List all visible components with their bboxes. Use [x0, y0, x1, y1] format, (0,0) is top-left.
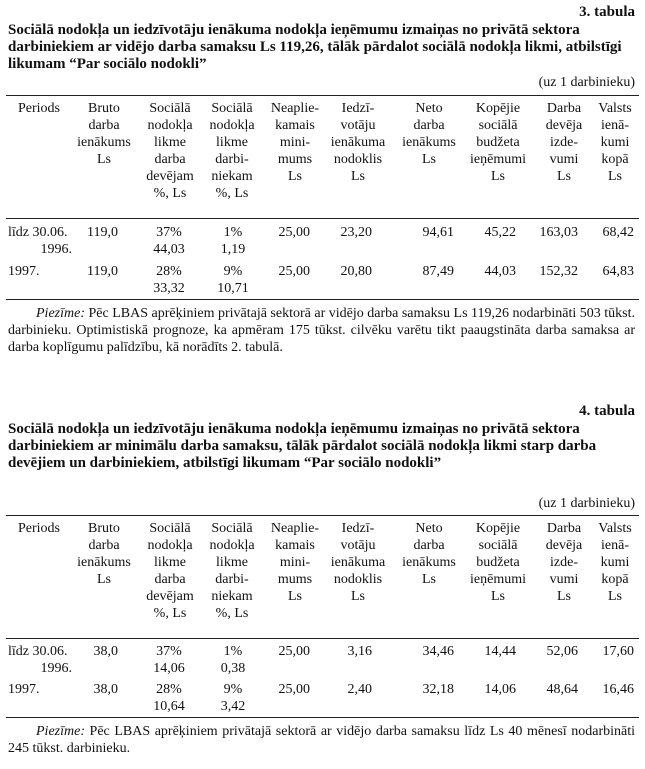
untaxed-minimum: 25,00: [278, 264, 310, 279]
table3-header-state-income: Valsts ienā- kumi kopā Ls: [598, 101, 632, 184]
period-year: 1996.: [40, 661, 72, 676]
table3-bottom-rule: [6, 299, 639, 300]
employer-amount: 33,32: [153, 281, 185, 296]
untaxed-minimum: 25,00: [278, 225, 310, 240]
table4-bottom-rule: [6, 717, 639, 718]
table3-header-employer-costs: Darba devēja izde- vumi Ls: [545, 101, 583, 184]
table3-number: 3. tabula: [579, 4, 635, 20]
table4-title: Sociālā nodokļa un iedzīvotāju ienākuma nodokļa ieņēmumu izmaiņas no privātā sektora darbiniekiem ar minimālu darba samaksu, tālāk pārdalot sociālā nodokļa likmi starp darba devējiem un darbiniekiem, atbilstīgi likumam “Par sociālo nodokli”: [8, 421, 597, 471]
gross-income: 119,0: [87, 225, 118, 240]
state-income: 64,83: [602, 264, 634, 279]
table4-number: 4. tabula: [579, 403, 635, 419]
period: 1997.: [8, 264, 40, 279]
period: līdz 30.06.: [8, 225, 68, 240]
table4-header-social-budget: Kopējie sociālā budžeta ieņēmumi Ls: [470, 521, 526, 604]
employer-amount: 14,06: [153, 661, 185, 676]
table3-header-untaxed-min: Neaplie- kamais mini- mums Ls: [270, 101, 320, 184]
employer-costs: 152,32: [539, 264, 578, 279]
period: līdz 30.06.: [8, 644, 68, 659]
worker-amount: 10,71: [217, 281, 249, 296]
gross-income: 38,0: [93, 682, 118, 697]
table3-top-rule: [6, 95, 639, 96]
period-year: 1996.: [40, 242, 72, 257]
social-budget: 45,22: [484, 225, 516, 240]
table4-header-state-income: Valsts ienā- kumi kopā Ls: [598, 521, 632, 604]
social-budget: 44,03: [484, 264, 516, 279]
table3-header-gross: Bruto darba ienākums Ls: [77, 101, 131, 167]
income-tax: 3,16: [347, 644, 372, 659]
employer-rate: 37%: [156, 644, 182, 659]
income-tax: 20,80: [340, 264, 372, 279]
table3-note-label: Piezīme:: [36, 306, 85, 321]
state-income: 17,60: [602, 644, 634, 659]
table3-header-worker-rate: Sociālā nodokļa likme darbi- niekam %, Ls: [209, 101, 255, 201]
table4-note: [8, 723, 635, 757]
table3-header-employer-rate: Sociālā nodokļa likme darba devējam %, Ls: [146, 101, 194, 201]
income-tax: 23,20: [340, 225, 372, 240]
table4-header-worker-rate: Sociālā nodokļa likme darbi- niekam %, Ls: [209, 521, 255, 621]
worker-rate: 1%: [223, 225, 243, 240]
table4-top-rule: [6, 515, 639, 516]
social-budget: 14,06: [484, 682, 516, 697]
social-budget: 14,44: [484, 644, 516, 659]
employer-costs: 48,64: [546, 682, 578, 697]
employer-rate: 28%: [156, 682, 182, 697]
period: 1997.: [8, 682, 40, 697]
table4-header-periods: Periods: [18, 521, 60, 536]
net-income: 34,46: [422, 644, 454, 659]
worker-rate: 9%: [223, 264, 243, 279]
employer-amount: 44,03: [153, 242, 185, 257]
table4-header-net: Neto darba ienākums Ls: [402, 521, 456, 587]
table3-note-text: Pēc LBAS aprēķiniem privātajā sektorā ar vidējo darba samaksu Ls 119,26 nodarbināti 503 tūkst. darbinieku. Optimistiskā prognoze, ka apmēram 175 tūkst. cilvēku varētu tikt paaugstināta darba samaksa ar darba koplīgumu palīdzību, kā norādīts 2. tabulā.: [8, 306, 635, 355]
table4-header-gross: Bruto darba ienākums Ls: [77, 521, 131, 587]
gross-income: 38,0: [93, 644, 118, 659]
net-income: 32,18: [422, 682, 454, 697]
employer-amount: 10,64: [153, 699, 185, 714]
table3-header-rule: [6, 218, 639, 219]
table3-header-periods: Periods: [18, 101, 60, 116]
state-income: 16,46: [602, 682, 634, 697]
state-income: 68,42: [602, 225, 634, 240]
net-income: 94,61: [422, 225, 454, 240]
table3-header-social-budget: Kopējie sociālā budžeta ieņēmumi Ls: [470, 101, 526, 184]
table4-note-label: Piezīme:: [36, 724, 85, 739]
net-income: 87,49: [422, 264, 454, 279]
table4-header-employer-costs: Darba devēja izde- vumi Ls: [545, 521, 583, 604]
worker-rate: 1%: [223, 644, 243, 659]
income-tax: 2,40: [347, 682, 372, 697]
table4-header-employer-rate: Sociālā nodokļa likme darba devējam %, Ls: [146, 521, 194, 621]
worker-rate: 9%: [223, 682, 243, 697]
table3-note: [8, 305, 635, 356]
table3-unit: (uz 1 darbinieku): [538, 75, 635, 90]
untaxed-minimum: 25,00: [278, 682, 310, 697]
worker-amount: 0,38: [220, 661, 246, 676]
table4-header-untaxed-min: Neaplie- kamais mini- mums Ls: [270, 521, 320, 604]
table3-header-net: Neto darba ienākums Ls: [402, 101, 456, 167]
table4-note-text: Pēc LBAS aprēķiniem privātajā sektorā ar vidējo darba samaksu līdz Ls 40 mēnesī nodarbināti 245 tūkst. darbinieku.: [8, 724, 635, 756]
worker-amount: 3,42: [220, 699, 246, 714]
worker-amount: 1,19: [220, 242, 246, 257]
table3-title: Sociālā nodokļa un iedzīvotāju ienākuma nodokļa ieņēmumu izmaiņas no privātā sektora darbiniekiem ar vidējo darba samaksu Ls 119,26, tālāk pārdalot sociālā nodokļa likmi, atbilstīgi likumam “Par sociālo nodokli”: [8, 22, 622, 72]
table4-header-income-tax: Iedzī- votāju ienākuma nodoklis Ls: [330, 521, 386, 604]
employer-costs: 52,06: [546, 644, 578, 659]
employer-costs: 163,03: [539, 225, 578, 240]
table3-header-income-tax: Iedzī- votāju ienākuma nodoklis Ls: [330, 101, 386, 184]
table4-header-rule: [6, 638, 639, 639]
table4-unit: (uz 1 darbinieku): [538, 496, 635, 511]
untaxed-minimum: 25,00: [278, 644, 310, 659]
employer-rate: 37%: [156, 225, 182, 240]
employer-rate: 28%: [156, 264, 182, 279]
gross-income: 119,0: [87, 264, 118, 279]
